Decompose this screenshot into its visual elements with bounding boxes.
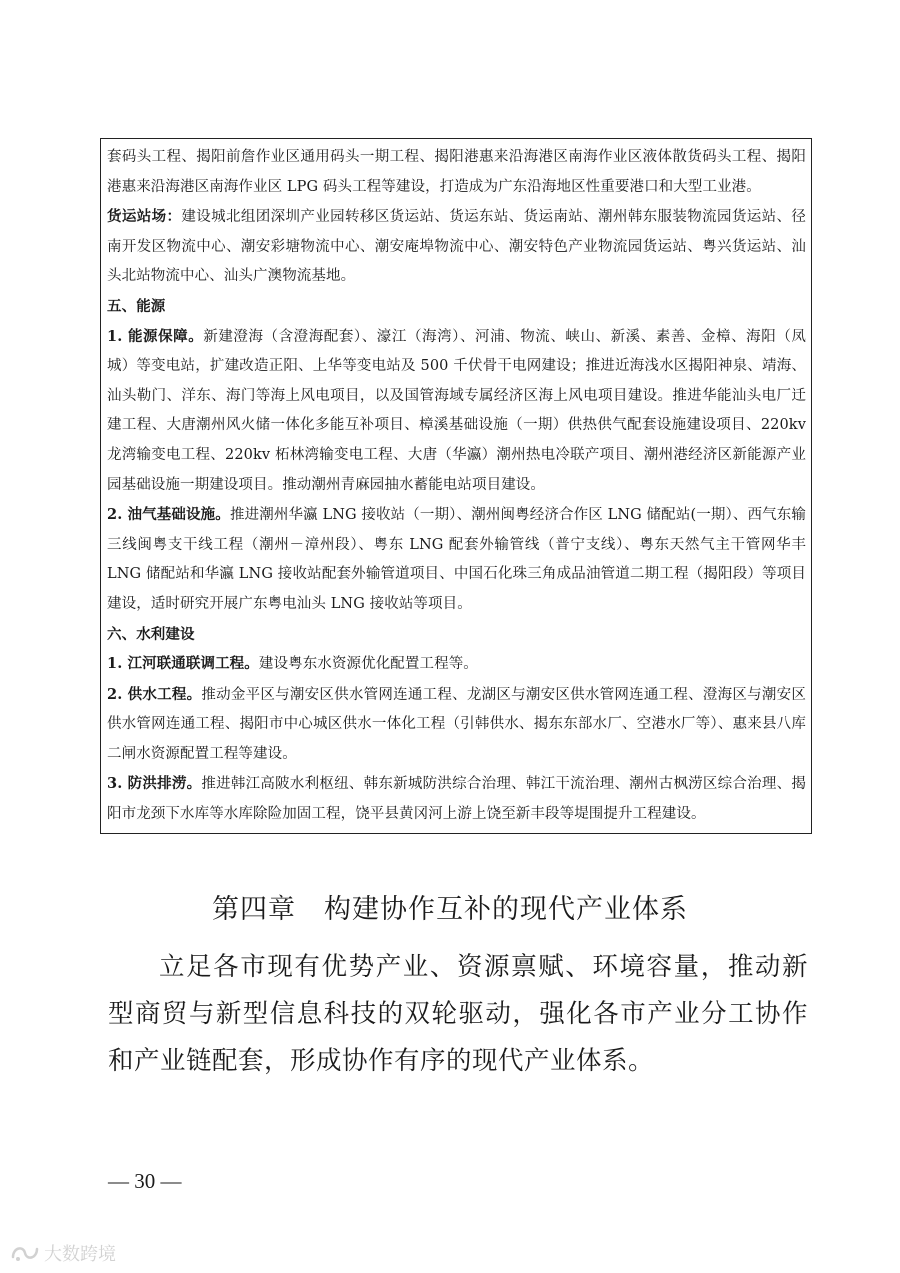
energy-heading: 五、能源 (107, 297, 166, 315)
energy-item-2-label: 2. 油气基础设施。 (107, 506, 230, 524)
water-item-3 (107, 769, 806, 829)
port-projects-continuation: 套码头工程、揭阳前詹作业区通用码头一期工程、揭阳港惠来沿海港区南海作业区液体散货码头工程、揭阳港惠来沿海港区南海作业区 LPG 码头工程等建设，打造成为广东沿海地区性重要港口和大型工业港。 (107, 149, 806, 195)
chapter-intro-paragraph: 立足各市现有优势产业、资源禀赋、环境容量，推动新型商贸与新型信息科技的双轮驱动，强化各市产业分工协作和产业链配套，形成协作有序的现代产业体系。 (108, 952, 808, 1076)
watermark-text: 大数跨境 (44, 1244, 116, 1265)
water-heading: 六、水利建设 (107, 625, 195, 643)
energy-item-1-label: 1. 能源保障。 (107, 327, 204, 345)
page-number: — 30 — (108, 1169, 182, 1193)
water-item-2-label: 2. 供水工程。 (107, 685, 202, 703)
water-item-1-label: 1. 江河联通联调工程。 (107, 655, 259, 673)
energy-item-2 (107, 500, 806, 619)
freight-stations-label: 货运站场： (107, 208, 182, 226)
freight-stations-text: 建设城北组团深圳产业园转移区货运站、货运东站、货运南站、潮州韩东服装物流园货运站、径南开发区物流中心、潮安彩塘物流中心、潮安庵埠物流中心、潮安特色产业物流园货运站、粤兴货运站、汕头北站物流中心、汕头广澳物流基地。 (107, 209, 806, 285)
energy-item-1 (107, 322, 806, 501)
watermark (10, 1238, 116, 1268)
energy-item-2-text: 推进潮州华瀛 LNG 接收站（一期）、潮州闽粤经济合作区 LNG 储配站(一期）、西气东输三线闽粤支干线工程（潮州－漳州段）、粤东 LNG 配套外输管线（普宁支线）、粤东天然气主干管网华丰 LNG 储配站和华瀛 LNG 接收站配套外输管道项目、中国石化珠三角成品油管道二期工程（揭阳段）等项目建设，适时研究开展广东粤电汕头 LNG 接收站等项目。 (107, 507, 807, 612)
freight-stations-entry (107, 202, 806, 292)
water-item-1 (107, 649, 806, 680)
water-item-1-text: 建设粤东水资源优化配置工程等。 (258, 656, 478, 673)
water-item-3-text: 推进韩江高陂水利枢纽、韩东新城防洪综合治理、韩江干流治理、潮州古枫涝区综合治理、揭阳市龙颈下水库等水库除险加固工程，饶平县黄冈河上游上饶至新丰段等堤围提升工程建设。 (107, 776, 806, 823)
watermark-logo-icon (10, 1242, 40, 1264)
energy-item-1-text: 新建澄海（含澄海配套）、濠江（海湾）、河浦、物流、峡山、新溪、素善、金樟、海阳（凤城）等变电站，扩建改造正阳、上华等变电站及 500 千伏骨干电网建设；推进近海浅水区揭阳神泉、靖海、汕头勒门、洋东、海门等海上风电项目，以及国管海域专属经济区海上风电项目建设。推进华能汕头电厂迁建工程、大唐潮州风火储一体化多能互补项目、樟溪基础设施（一期）供热供气配套设施建设项目、220kv 龙湾输变电工程、220kv 柘林湾输变电工程、大唐（华瀛）潮州热电冷联产项目、潮州港经济区新能源产业园基础设施一期建设项目。推动潮州青麻园抽水蓄能电站项目建设。 (107, 328, 806, 493)
project-list-box (100, 138, 812, 834)
water-item-2-text: 推动金平区与潮安区供水管网连通工程、龙湖区与潮安区供水管网连通工程、澄海区与潮安区供水管网连通工程、揭阳市中心城区供水一体化工程（引韩供水、揭东东部水厂、空港水厂等）、惠来县八库二闸水资源配置工程等建设。 (107, 686, 806, 762)
water-item-2 (107, 680, 806, 770)
chapter-number: 第四章 (212, 894, 296, 926)
chapter-name: 构建协作互补的现代产业体系 (324, 894, 688, 926)
water-item-3-label: 3. 防洪排涝。 (107, 775, 202, 793)
chapter-title (0, 890, 900, 930)
